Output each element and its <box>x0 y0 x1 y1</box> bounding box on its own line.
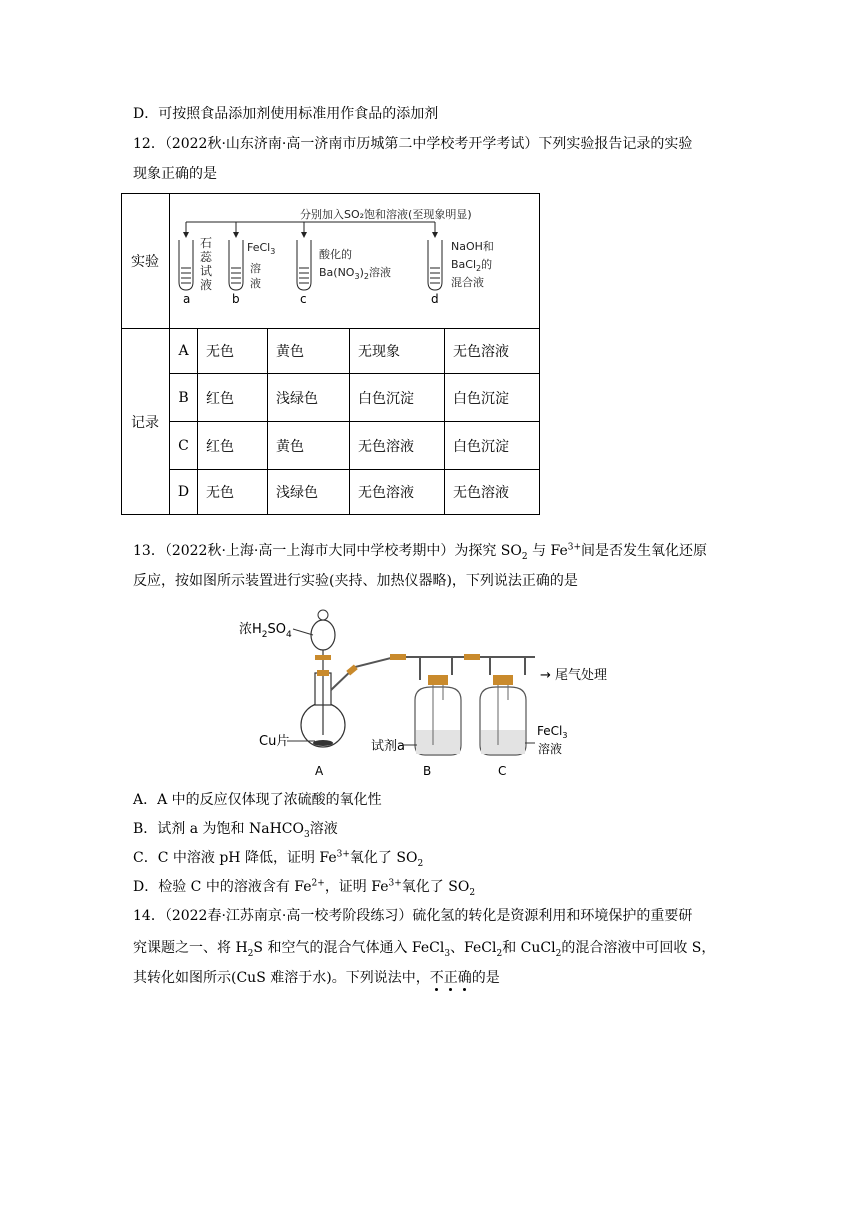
tube-c-reagent <box>319 247 391 281</box>
cell: 白色沉淀 <box>445 422 540 470</box>
cell: 黄色 <box>268 422 350 470</box>
acid-label: 浓$H_2SO_4$ <box>239 622 292 640</box>
tail-gas-label: → 尾气处理 <box>540 668 608 683</box>
record-row-d <box>122 470 540 515</box>
cell: 无色 <box>198 470 268 515</box>
tube-a <box>179 240 193 290</box>
q11-option-d: D．可按照食品添加剂使用标准用作食品的添加剂 <box>133 106 439 122</box>
q13-option-a: A．A 中的反应仅体现了浓硫酸的氧化性 <box>133 792 382 808</box>
tube-d <box>428 240 442 290</box>
svg-text:BaCl2的: BaCl$_2$的 <box>451 258 493 273</box>
tube-c <box>297 240 311 290</box>
reagent-a-label: 试剂a <box>371 739 405 754</box>
cell: 无色溶液 <box>350 470 445 515</box>
so2-apparatus-figure <box>235 595 635 785</box>
option-label: D <box>170 470 198 515</box>
q13-option-b: B．试剂 a 为饱和 NaHCO$_3$溶液 <box>133 821 338 840</box>
q12-stem-line2: 现象正确的是 <box>133 166 217 182</box>
cell: 白色沉淀 <box>350 374 445 422</box>
q13-stem-line2: 反应，按如图所示装置进行实验(夹持、加热仪器略)，下列说法正确的是 <box>133 573 578 589</box>
tube-a-reagent <box>200 236 213 292</box>
q13-option-c: C．C 中溶液 pH 降低，证明 $Fe^{3+}$氧化了 $SO_2$ <box>133 849 424 869</box>
svg-text:液: 液 <box>200 278 213 292</box>
top-label: 分别加入SO₂饱和溶液(至现象明显) <box>300 208 472 221</box>
q12-stem-line1: 12．（2022秋·山东济南·高一济南市历城第二中学校考开学考试）下列实验报告记录的实验 <box>133 136 693 152</box>
experiment-header: 实验 <box>122 194 170 329</box>
apparatus-svg <box>235 595 635 785</box>
record-row-b <box>122 374 540 422</box>
q14-stem-line1: 14．（2022春·江苏南京·高一校考阶段练习）硫化氢的转化是资源利用和环境保护的重要研 <box>133 908 693 924</box>
option-label: B <box>170 374 198 422</box>
q14-stem-line3: 其转化如图所示(CuS 难溶于水)。下列说法中，不正确的是 <box>133 970 500 986</box>
tube-b-letter: b <box>232 292 240 306</box>
fecl3-label: FeCl$_3$ <box>537 724 568 740</box>
experiment-figure-cell <box>170 194 540 329</box>
tube-b <box>229 240 243 290</box>
cell: 无色溶液 <box>445 470 540 515</box>
svg-text:试: 试 <box>200 264 213 278</box>
cell: 红色 <box>198 374 268 422</box>
svg-text:石: 石 <box>200 236 213 250</box>
cell: 浅绿色 <box>268 470 350 515</box>
svg-text:Ba(NO3)2溶液: $Ba(NO_3)_2$溶液 <box>319 266 391 281</box>
q13-stem-line1: 13．（2022秋·上海·高一上海市大同中学校考期中）为探究 $SO_2$ 与 $Fe^{3+}$间是否发生氧化还原 <box>133 542 708 562</box>
svg-text:溶: 溶 <box>250 262 261 275</box>
svg-text:酸化的: 酸化的 <box>319 248 352 261</box>
record-row-a <box>122 329 540 374</box>
cell: 无色溶液 <box>350 422 445 470</box>
cell: 无现象 <box>350 329 445 374</box>
cell: 无色溶液 <box>445 329 540 374</box>
tube-b-reagent <box>247 241 275 290</box>
q14-stem-line2: 究课题之一、将 $H_2S$ 和空气的混合气体通入 FeCl$_3$、FeCl$_2$和 CuCl$_2$的混合溶液中可回收 S， <box>133 940 716 959</box>
tube-c-letter: c <box>300 292 307 306</box>
test-tubes-figure <box>170 194 539 328</box>
label-a: A <box>315 764 324 778</box>
q13-option-d: D．检验 C 中的溶液含有 $Fe^{2+}$，证明 $Fe^{3+}$氧化了 $SO_2$ <box>133 878 476 898</box>
svg-text:液: 液 <box>250 277 261 290</box>
cu-label: Cu片 <box>259 734 290 749</box>
record-row-c <box>122 422 540 470</box>
tube-a-letter: a <box>183 292 191 306</box>
fecl3-label-2: 溶液 <box>538 742 563 756</box>
cell: 黄色 <box>268 329 350 374</box>
tube-d-reagent <box>451 240 494 289</box>
cell: 浅绿色 <box>268 374 350 422</box>
svg-text:FeCl3: FeCl$_3$ <box>247 241 276 256</box>
test-tubes-svg <box>170 194 540 328</box>
option-label: C <box>170 422 198 470</box>
tube-d-letter: d <box>431 292 439 306</box>
cell: 红色 <box>198 422 268 470</box>
option-label: A <box>170 329 198 374</box>
svg-text:混合液: 混合液 <box>451 276 484 289</box>
cell: 无色 <box>198 329 268 374</box>
cell: 白色沉淀 <box>445 374 540 422</box>
svg-text:蕊: 蕊 <box>200 250 213 264</box>
label-b: B <box>423 764 432 778</box>
label-c: C <box>498 764 507 778</box>
record-header: 记录 <box>122 329 170 515</box>
svg-text:NaOH和: NaOH和 <box>451 240 494 253</box>
q12-report-table <box>121 193 540 515</box>
